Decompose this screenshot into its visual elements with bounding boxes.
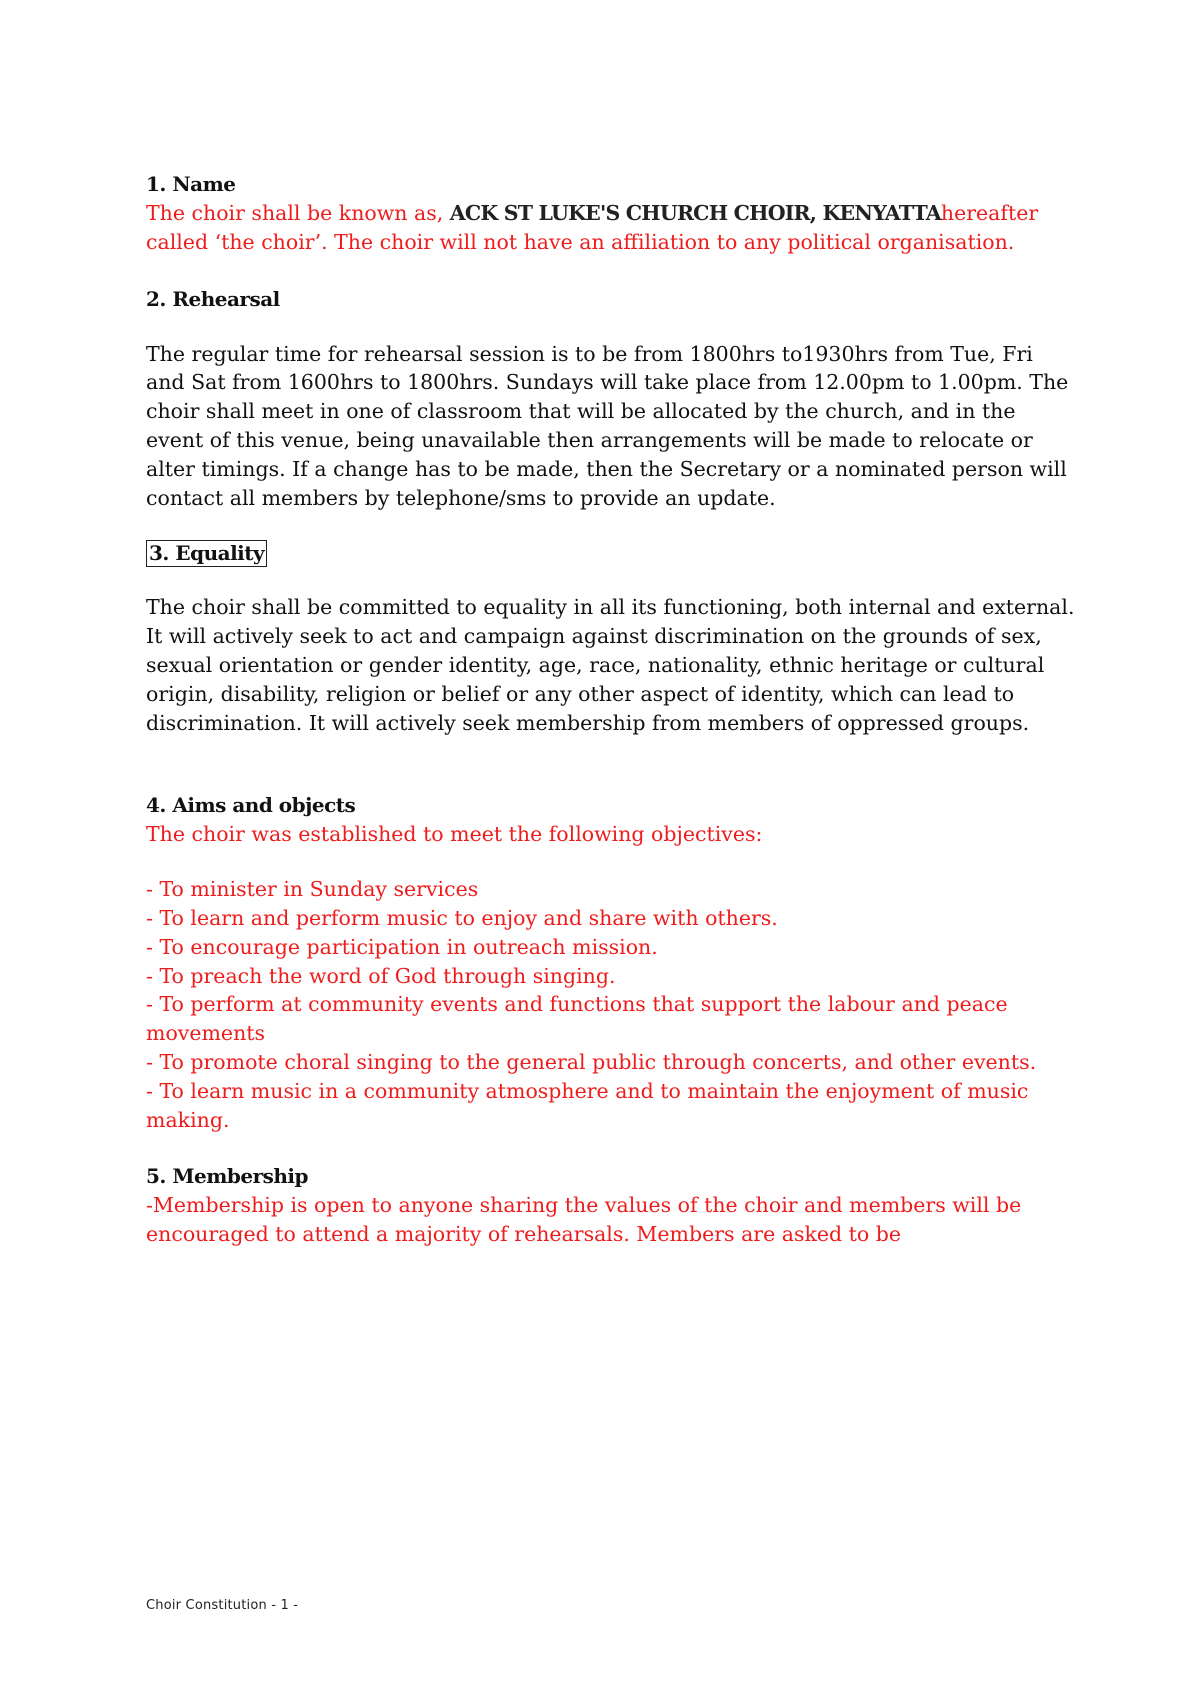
equality-paragraph: The choir shall be committed to equality in all its functioning, both internal and external. It will actively seek to act and campaign against discrimination on the grounds of sex, sexual orientation or gender identity, age, race, nationality, ethnic heritage or cultural origin, disability, religion or belief or any other aspect of identity, which can lead to discrimination. It will actively seek membership from members of oppressed groups. [146, 595, 1075, 735]
section-name [146, 170, 1076, 257]
name-rest: hereafter called ‘the choir’. The choir will not have an affiliation to any political organisation. [146, 201, 1039, 254]
aims-intro: The choir was established to meet the following objectives: [146, 822, 763, 847]
rehearsal-paragraph: The regular time for rehearsal session is to be from 1800hrs to1930hrs from Tue, Fri and Sat from 1600hrs to 1800hrs. Sundays will take place from 12.00pm to 1.00pm. The choir shall meet in one of classroom that will be allocated by the church, and in the event of this venue, being unavailable then arrangements will be made to relocate or alter timings. If a change has to be made, then the Secretary or a nominated person will contact all members by telephone/sms to provide an update. [146, 341, 1069, 510]
section-heading-name: 1. Name [146, 172, 236, 196]
list-item: - To learn and perform music to enjoy and share with others. [146, 905, 778, 930]
document-body [146, 170, 1076, 1249]
list-item: - To perform at community events and functions that support the labour and peace movements [146, 992, 1008, 1046]
section-membership [146, 1162, 1076, 1249]
choir-official-name: ACK ST LUKE'S CHURCH CHOIR, KENYATTA [449, 201, 941, 225]
list-item: - To encourage participation in outreach mission. [146, 934, 658, 959]
section-heading-rehearsal: 2. Rehearsal [146, 286, 280, 311]
section-rehearsal [146, 285, 1076, 513]
aims-list [146, 875, 1076, 1134]
membership-paragraph: -Membership is open to anyone sharing the values of the choir and members will be encouraged to attend a majority of rehearsals. Members are asked to be [146, 1193, 1022, 1247]
name-intro: The choir shall be known as, [146, 201, 450, 225]
list-item: - To preach the word of God through singing. [146, 963, 616, 988]
list-item: - To minister in Sunday services [146, 877, 479, 902]
list-item: - To promote choral singing to the general public through concerts, and other events. [146, 1049, 1037, 1074]
section-heading-aims: 4. Aims and objects [146, 793, 356, 818]
page-footer: Choir Constitution - 1 - [146, 1598, 299, 1613]
list-item: - To learn music in a community atmosphere and to maintain the enjoyment of music making. [146, 1078, 1029, 1132]
section-heading-membership: 5. Membership [146, 1164, 308, 1189]
section-heading-equality: 3. Equality [146, 540, 267, 567]
section-aims [146, 791, 1076, 1134]
name-paragraph [146, 199, 1076, 257]
section-equality [146, 540, 1076, 737]
